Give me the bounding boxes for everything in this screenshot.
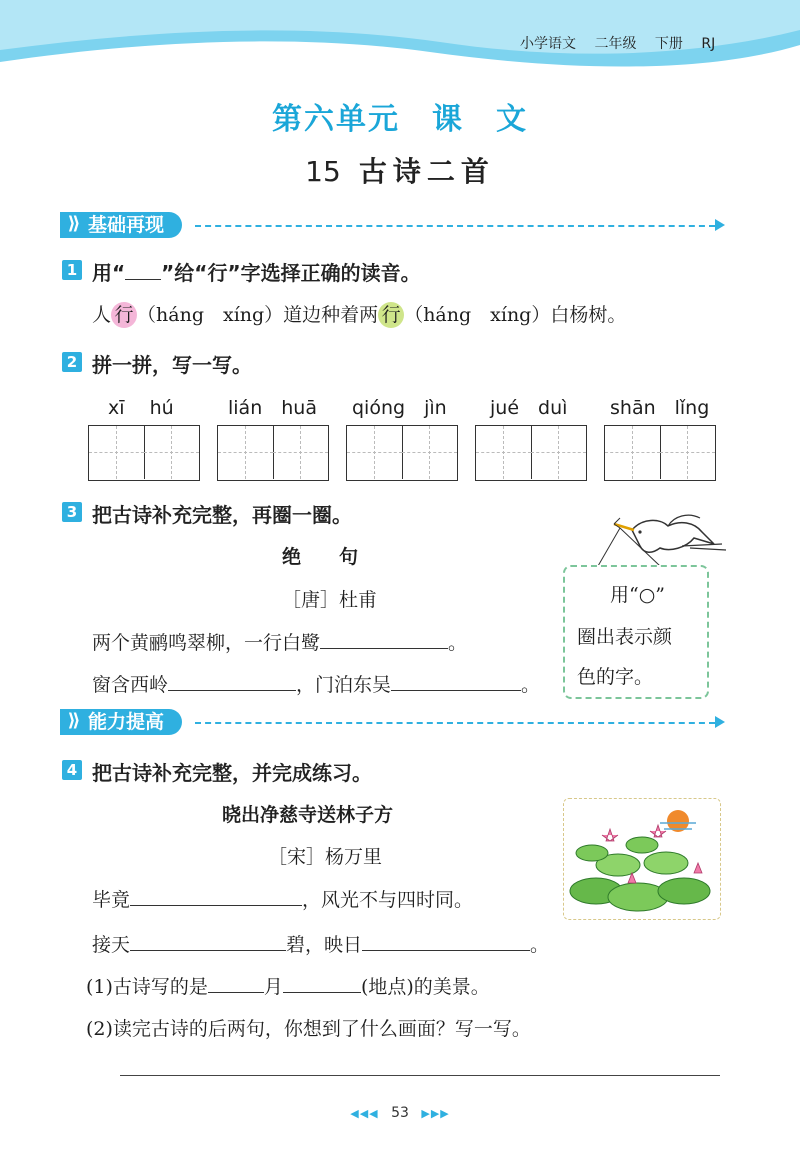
- header-subject: 小学语文: [520, 36, 576, 52]
- header-grade: 二年级: [594, 36, 637, 52]
- question-4-sub-1: (1)古诗写的是 月 (地点)的美景。: [86, 976, 490, 998]
- poem-2-line-2: 接天 碧，映日 。: [92, 934, 550, 956]
- question-2-prompt: 拼一拼，写一写。: [92, 353, 252, 377]
- section-basic-label: 基础再现: [60, 212, 182, 238]
- page-number: 53: [391, 1105, 409, 1121]
- pinyin-1: xī hú: [108, 397, 174, 419]
- poem-1-line-2: 窗含西岭 ，门泊东吴 。: [92, 674, 541, 696]
- answer-blank[interactable]: [130, 887, 302, 906]
- tip-line-2: 圈出表示颜: [577, 626, 673, 648]
- poem-1-line-1: 两个黄鹂鸣翠柳，一行白鹭 。: [92, 632, 468, 654]
- prev-arrows-icon: ◀◀◀: [350, 1107, 379, 1120]
- poem-2-author: ［宋］杨万里: [268, 846, 383, 868]
- question-4-prompt: 把古诗补充完整，并完成练习。: [92, 761, 372, 785]
- answer-blank[interactable]: [320, 630, 448, 649]
- section-basic-divider: [195, 225, 715, 227]
- answer-blank[interactable]: [283, 974, 361, 993]
- writing-grid-4[interactable]: [475, 425, 587, 481]
- question-2-number: 2: [62, 352, 82, 372]
- section-ability-divider: [195, 722, 715, 724]
- answer-blank[interactable]: [391, 672, 521, 691]
- pinyin-5: shān lǐng: [610, 397, 710, 419]
- lesson-name: 古诗二首: [358, 155, 495, 188]
- next-arrows-icon: ▶▶▶: [421, 1107, 450, 1120]
- poem-1-title: 绝 句: [282, 546, 359, 568]
- pinyin-2: lián huā: [228, 397, 317, 419]
- tip-line-1: 用“○”: [610, 584, 666, 606]
- writing-grid-5[interactable]: [604, 425, 716, 481]
- lotus-pond-illustration: [566, 801, 718, 917]
- question-4-sub-2: (2)读完古诗的后两句，你想到了什么画面？写一写。: [86, 1018, 531, 1040]
- answer-blank[interactable]: [362, 932, 530, 951]
- pinyin-3: qióng jìn: [352, 397, 447, 419]
- page-footer: [0, 1105, 800, 1121]
- poem-2-title: 晓出净慈寺送林子方: [222, 804, 394, 826]
- answer-blank[interactable]: [208, 974, 264, 993]
- highlight-char-pink: 行: [111, 302, 137, 328]
- section-ability-icon: ⟫: [67, 710, 81, 731]
- question-1-sentence: 人 行 （háng xíng）道边种着两 行 （háng xíng）白杨树。: [92, 304, 627, 326]
- lesson-number: 15: [305, 155, 341, 188]
- unit-title: 第六单元 课 文: [272, 102, 528, 137]
- section-basic-icon: ⟫: [67, 213, 81, 234]
- question-3-prompt: 把古诗补充完整，再圈一圈。: [92, 503, 352, 527]
- arrow-right-icon: [715, 219, 725, 231]
- highlight-char-green: 行: [378, 302, 404, 328]
- poem-1-author: ［唐］杜甫: [282, 589, 378, 611]
- header-term: 下册: [654, 36, 683, 52]
- question-1-prompt: 用“ ”给“行”字选择正确的读音。: [92, 261, 421, 285]
- lesson-title: [0, 150, 800, 190]
- writing-grid-2[interactable]: [217, 425, 329, 481]
- tip-line-3: 色的字。: [577, 666, 654, 688]
- poem-2-line-1: 毕竟 ，风光不与四时同。: [92, 889, 474, 911]
- section-ability-label: 能力提高: [60, 709, 182, 735]
- answer-blank[interactable]: [130, 932, 286, 951]
- pinyin-4: jué duì: [490, 397, 568, 419]
- question-4-number: 4: [62, 760, 82, 780]
- writing-grid-1[interactable]: [88, 425, 200, 481]
- arrow-right-icon: [715, 716, 725, 728]
- question-1-number: 1: [62, 260, 82, 280]
- writing-grid-3[interactable]: [346, 425, 458, 481]
- header-info: [520, 33, 780, 53]
- header-edition: RJ: [701, 36, 716, 52]
- question-3-number: 3: [62, 502, 82, 522]
- answer-blank[interactable]: [168, 672, 296, 691]
- answer-line[interactable]: [120, 1075, 720, 1076]
